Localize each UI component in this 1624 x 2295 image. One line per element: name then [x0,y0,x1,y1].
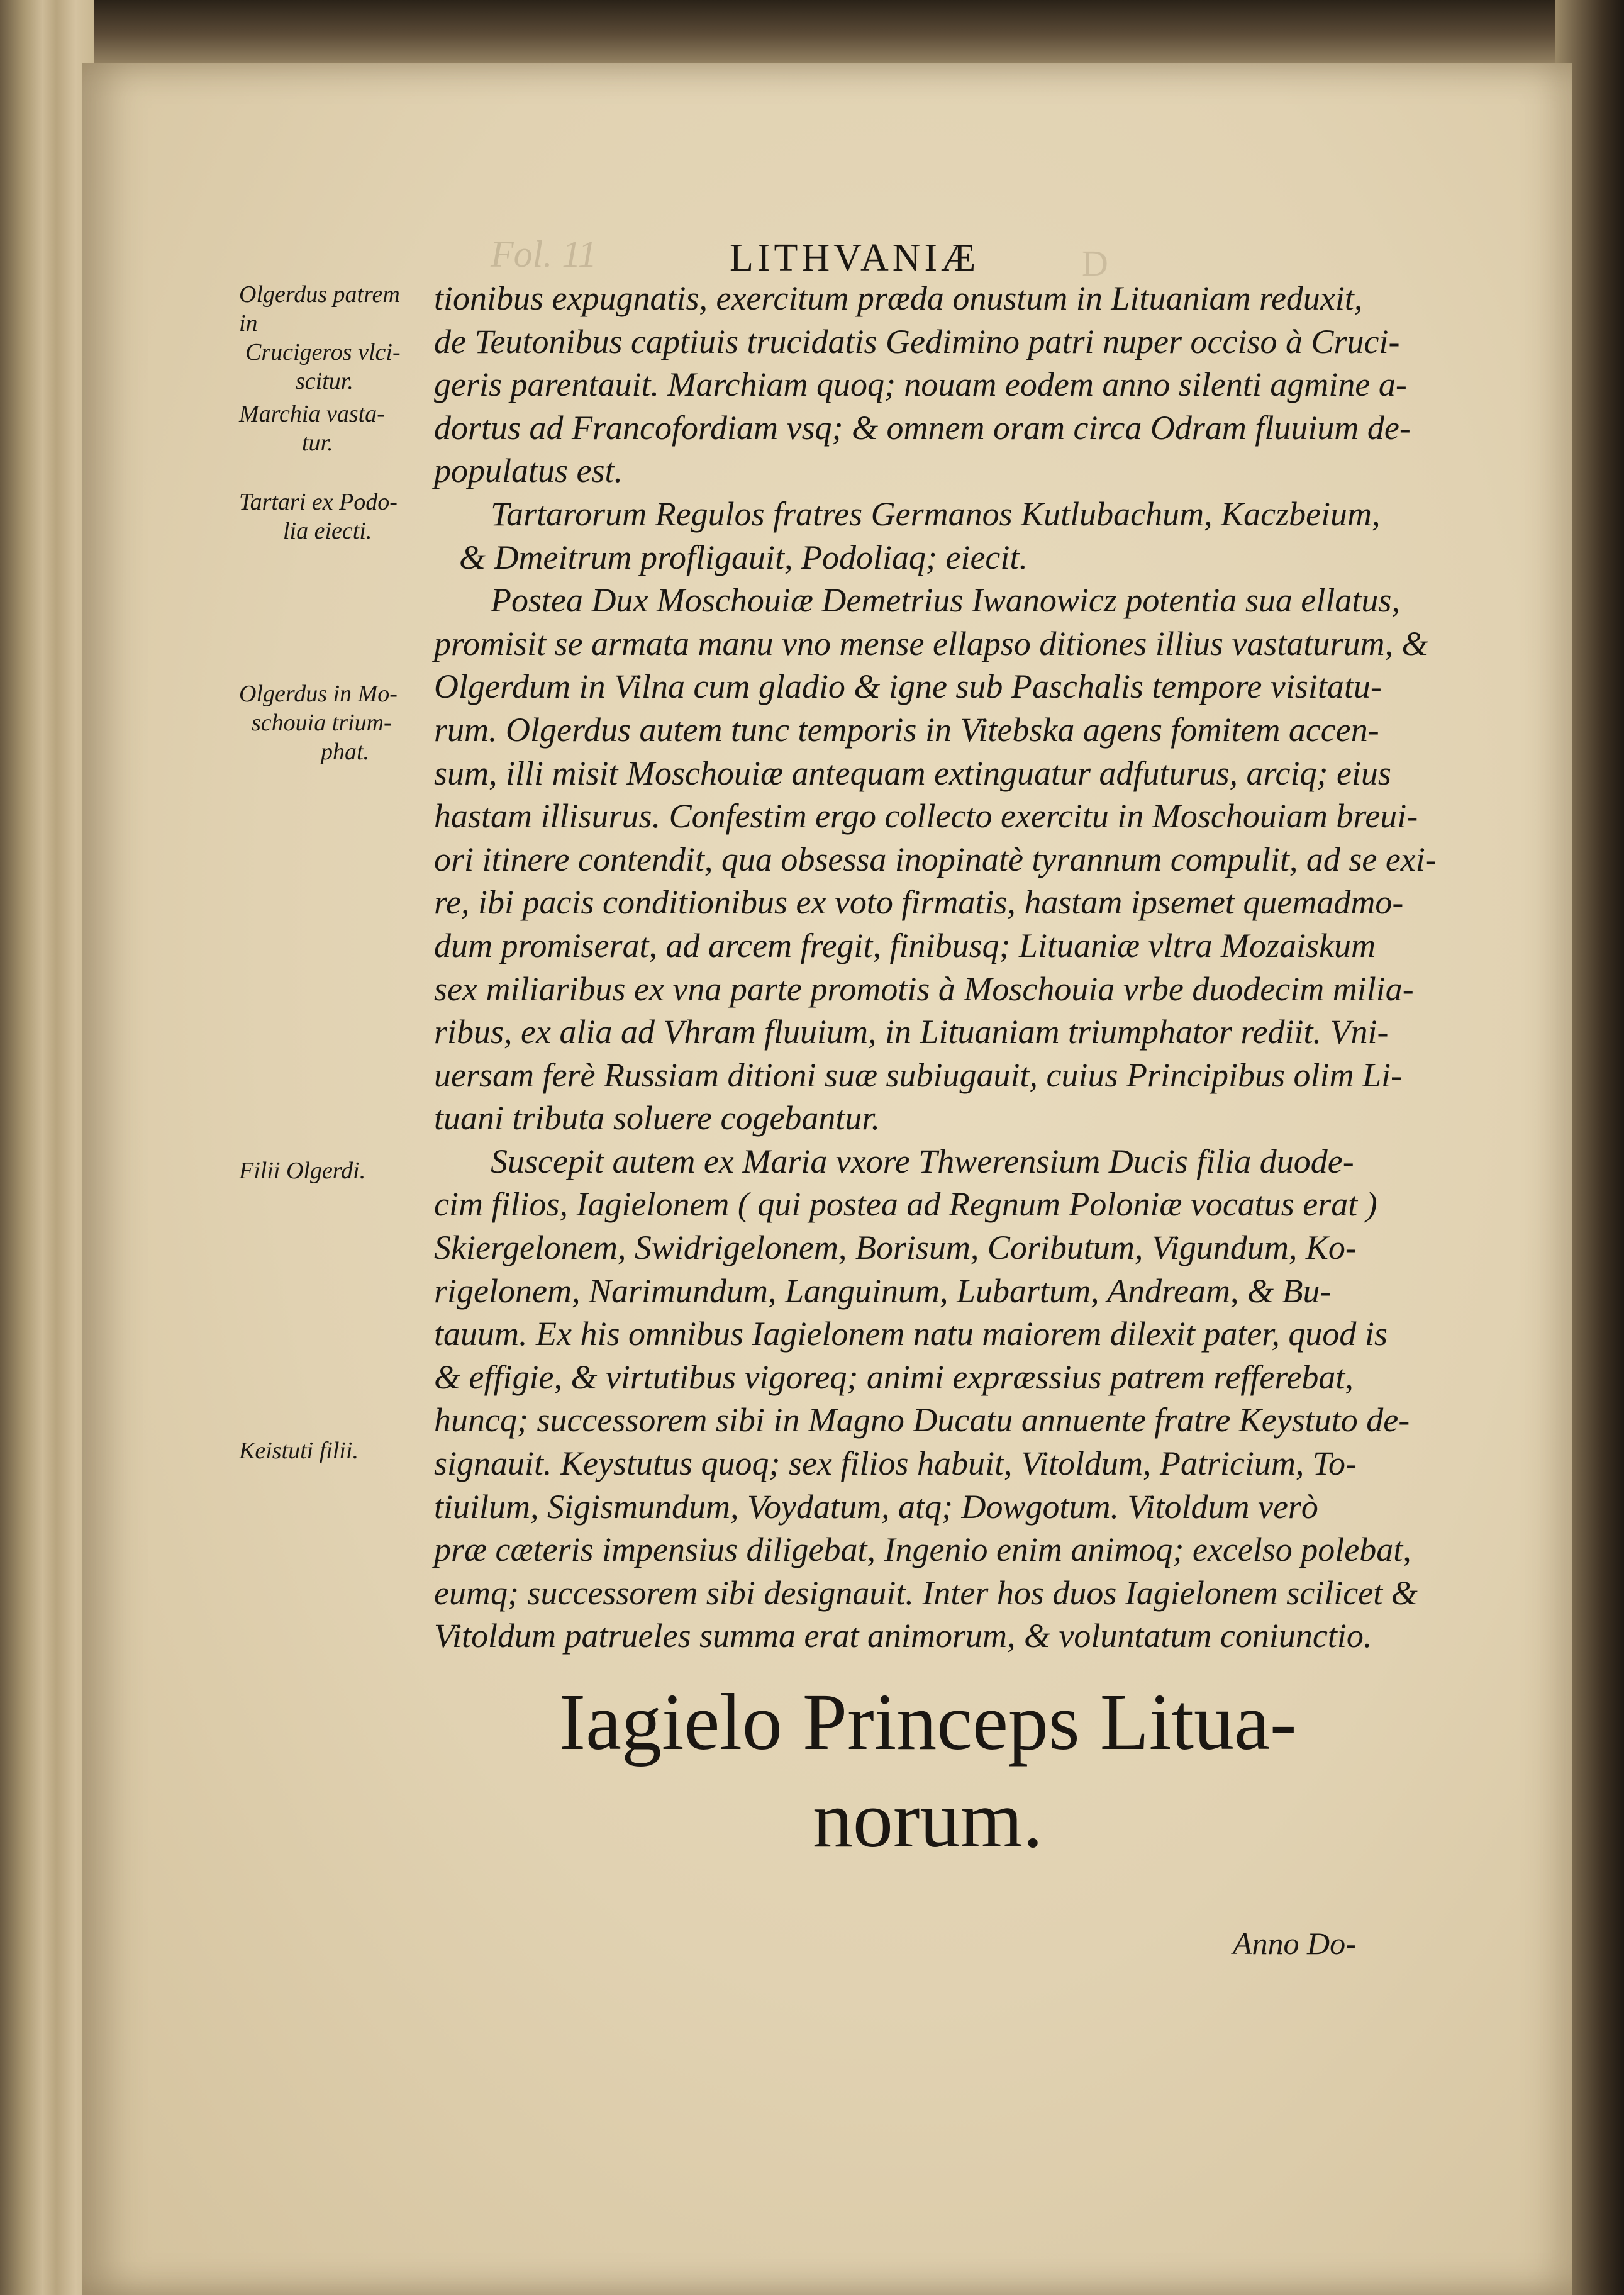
margin-note-keistuti-filii: Keistuti filii. [239,1438,359,1464]
text-line: rum. Olgerdus autem tunc temporis in Vitebska agens fomitem accen- [434,710,1379,749]
text-line: sex miliaribus ex vna parte promotis à Moschouia vrbe duodecim milia- [434,969,1414,1008]
text-line: Vitoldum patrueles summa erat animorum, & voluntatum coniunctio. [434,1617,1372,1655]
text-line: uersam ferè Russiam ditioni suæ subiugauit, cuius Principibus olim Li- [434,1056,1403,1094]
text-line: Postea Dux Moschouiæ Demetrius Iwanowicz potentia sua ellatus, [491,581,1400,620]
text-line: dum promiserat, ad arcem fregit, finibusq; Lituaniæ vltra Mozaiskum [434,926,1376,964]
text-line: & effigie, & virtutibus vigoreq; animi expræssius patrem refferebat, [434,1358,1354,1396]
text-line: populatus est. [434,452,623,490]
running-head: LITHVANIÆ [730,237,980,279]
text-line: eumq; successorem sibi designauit. Inter hos duos Iagielonem scilicet & [434,1573,1418,1612]
text-line: tionibus expugnatis, exercitum præda onustum in Lituaniam reduxit, [434,279,1363,317]
section-heading-line-1: Iagielo Princeps Litua- [559,1677,1297,1767]
text-line: præ cæteris impensius diligebat, Ingenio enim animoq; excelso polebat, [434,1531,1411,1569]
text-line: geris parentauit. Marchiam quoq; nouam eodem anno silenti agmine a- [434,366,1407,404]
section-heading [434,1673,1421,1868]
text-line: rigelonem, Narimundum, Languinum, Lubartum, Andream, & Bu- [434,1271,1332,1310]
margin-note-olgerdus-crucigeros: Olgerdus patrem in Crucigeros vlci- scitur. [239,281,401,394]
section-heading-line-2: norum. [812,1775,1043,1864]
main-text-block [434,277,1437,1658]
margin-note-olgerdus-moschouia: Olgerdus in Mo- schouia trium- phat. [239,681,398,765]
text-line: cim filios, Iagielonem ( qui postea ad Regnum Poloniæ vocatus erat ) [434,1185,1377,1224]
catchword: Anno Do- [1233,1926,1356,1961]
text-line: Tartarorum Regulos fratres Germanos Kutlubachum, Kaczbeium, [491,494,1381,533]
show-through-letter: D [1082,243,1108,284]
text-line: promisit se armata manu vno mense ellapso ditiones illius vastaturum, & [434,624,1428,662]
text-line: signauit. Keystutus quoq; sex filios habuit, Vitoldum, Patricium, To- [434,1444,1357,1483]
text-line: re, ibi pacis conditionibus ex voto firmatis, hastam ipsemet quemadmo- [434,883,1404,922]
margin-note-tartari: Tartari ex Podo- lia eiecti. [239,489,398,544]
margin-note-marchia: Marchia vasta- tur. [239,401,385,456]
text-line: hastam illisurus. Confestim ergo collecto exercitu in Moschouiam breui- [434,797,1418,835]
text-line: tauum. Ex his omnibus Iagielonem natu maiorem dilexit pater, quod is [434,1315,1388,1353]
text-line: dortus ad Francofordiam vsq; & omnem oram circa Odram fluuium de- [434,408,1411,447]
book-page-edges-left [0,0,94,2295]
text-line: Skiergelonem, Swidrigelonem, Borisum, Coributum, Vigundum, Ko- [434,1229,1357,1267]
text-line: sum, illi misit Moschouiæ antequam extinguatur adfuturus, arciq; eius [434,754,1391,792]
text-line: Suscepit autem ex Maria vxore Thwerensium Ducis filia duode- [491,1142,1354,1180]
text-line: tuani tributa soluere cogebantur. [434,1099,880,1137]
text-line: Olgerdum in Vilna cum gladio & igne sub Paschalis tempore visitatu- [434,667,1382,706]
text-line: ribus, ex alia ad Vhram fluuium, in Lituaniam triumphator rediit. Vni- [434,1013,1389,1051]
text-line: & Dmeitrum profligauit, Podoliaq; eiecit. [459,538,1028,576]
text-line: ori itinere contendit, qua obsessa inopinatè tyrannum compulit, ad se exi- [434,840,1437,878]
text-line: huncq; successorem sibi in Magno Ducatu annuente fratre Keystuto de- [434,1401,1410,1439]
text-line: tiuilum, Sigismundum, Voydatum, atq; Dowgotum. Vitoldum verò [434,1487,1318,1526]
margin-note-filii-olgerdi: Filii Olgerdi. [239,1158,366,1184]
text-line: de Teutonibus captiuis trucidatis Gedimino patri nuper occiso à Cruci- [434,322,1400,360]
show-through-folio: Fol. 11 [491,233,597,275]
